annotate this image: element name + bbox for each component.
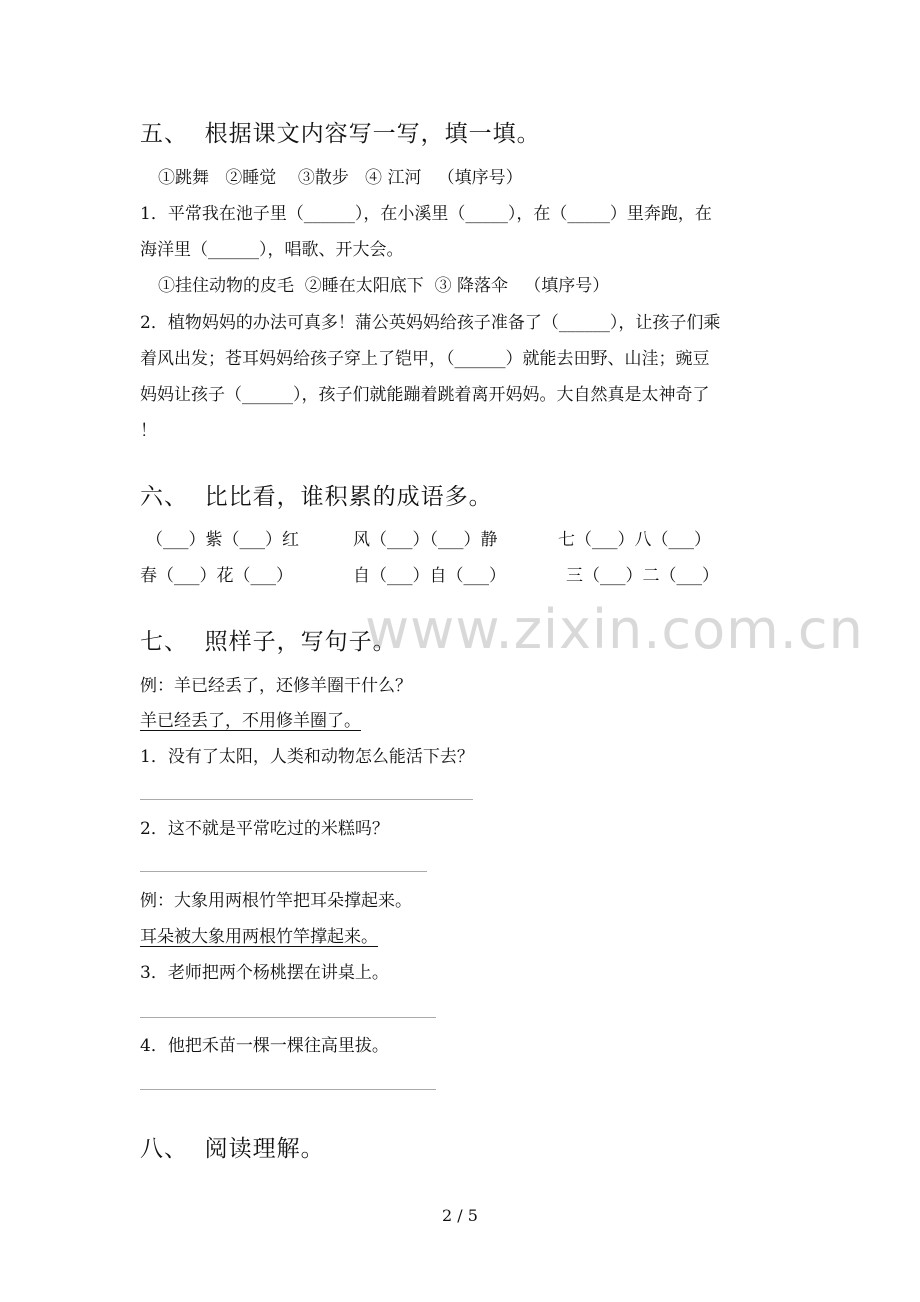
example-1-answer: 羊已经丢了，不用修羊圈了。 — [140, 711, 361, 731]
question-2-line-4: ！ — [140, 421, 157, 441]
answer-line-4[interactable] — [140, 1089, 436, 1090]
question-2-line-3: 妈妈让孩子（______），孩子们就能蹦着跳着离开妈妈。大自然真是太神奇了 — [140, 385, 710, 405]
watermark: www.zixin.com.cn — [365, 598, 864, 661]
question-1-line-1: 1．平常我在池子里（______），在小溪里（_____），在（_____）里奔跑，在 — [140, 204, 712, 224]
answer-line-1[interactable] — [140, 799, 473, 800]
example-1: 例：羊已经丢了，还修羊圈干什么？ — [140, 676, 412, 696]
section-5-options-1: ①跳舞 ②睡觉 ③散步 ④ 江河 （填序号） — [158, 168, 523, 188]
page-number: 2 / 5 — [442, 1206, 478, 1225]
question-7-4: 4．他把禾苗一棵一棵往高里拔。 — [140, 1036, 389, 1056]
section-5-options-2: ①挂住动物的皮毛 ②睡在太阳底下 ③ 降落伞 （填序号） — [158, 276, 610, 296]
example-2-answer: 耳朵被大象用两根竹竿撑起来。 — [140, 927, 378, 947]
answer-line-3[interactable] — [140, 1017, 436, 1018]
section-8-heading: 八、 阅读理解。 — [140, 1136, 325, 1162]
question-7-3: 3．老师把两个杨桃摆在讲桌上。 — [140, 963, 389, 983]
section-6-heading: 六、 比比看，谁积累的成语多。 — [140, 484, 493, 510]
idiom-row-2-col-1: 春（___）花（___） — [140, 566, 293, 586]
section-7-heading: 七、 照样子，写句子。 — [140, 629, 397, 655]
answer-line-2[interactable] — [140, 871, 427, 872]
idiom-row-2-col-3: 三（___）二（___） — [566, 566, 719, 586]
question-2-line-1: 2．植物妈妈的办法可真多！蒲公英妈妈给孩子准备了（______），让孩子们乘 — [140, 313, 721, 333]
question-7-1: 1．没有了太阳，人类和动物怎么能活下去？ — [140, 747, 474, 767]
example-2: 例：大象用两根竹竿把耳朵撑起来。 — [140, 891, 412, 911]
idiom-row-1-col-1: （___）紫（___）红 — [146, 530, 299, 550]
section-5-heading: 五、 根据课文内容写一写，填一填。 — [140, 121, 541, 147]
idiom-row-1-col-2: 风（___）（___）静 — [353, 530, 498, 550]
question-2-line-2: 着风出发；苍耳妈妈给孩子穿上了铠甲，（______）就能去田野、山洼；豌豆 — [140, 349, 710, 369]
idiom-row-1-col-3: 七（___）八（___） — [558, 530, 711, 550]
question-7-2: 2．这不就是平常吃过的米糕吗？ — [140, 819, 389, 839]
idiom-row-2-col-2: 自（___）自（___） — [353, 566, 506, 586]
question-1-line-2: 海洋里（______），唱歌、开大会。 — [140, 240, 404, 260]
